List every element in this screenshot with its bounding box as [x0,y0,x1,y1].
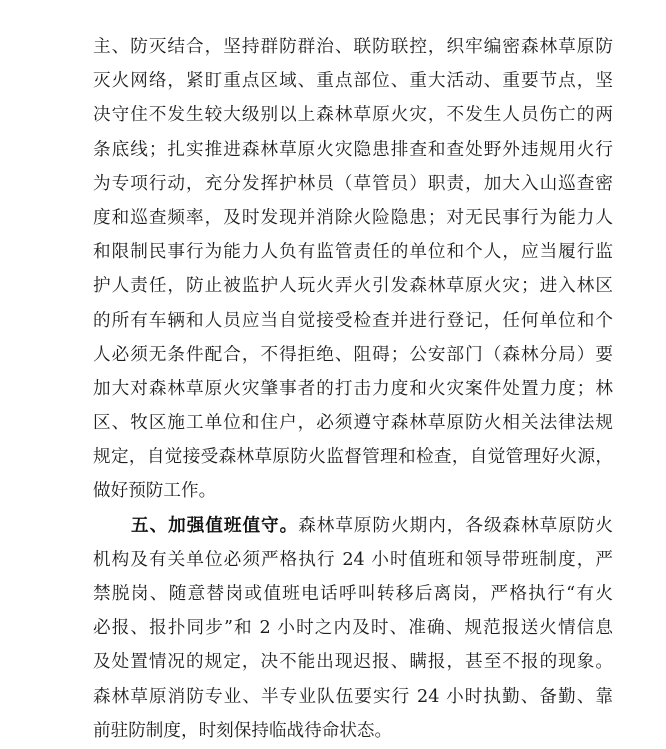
text-line: 护人责任，防止被监护人玩火弄火引发森林草原火灾；进入林区 [93,276,613,297]
text-line: 规定，自觉接受森林草原防火监督管理和检查，自觉管理好火源， [93,447,613,468]
text-line: 机构及有关单位必须严格执行 24 小时值班和领导带班制度，严 [93,549,613,570]
text-line: 前驻防制度，时刻保持临战待命状态。 [93,720,393,741]
text-line: 为专项行动，充分发挥护林员（草管员）职责，加大入山巡查密 [93,173,613,194]
section-5-first-line-text: 森林草原防火期内，各级森林草原防火 [298,515,613,536]
text-line: 主、防灭结合，坚持群防群治、联防联控，织牢编密森林草原防 [93,37,613,57]
section-5-first-line [93,509,613,543]
text-line: 灭火网络，紧盯重点区域、重点部位、重大活动、重要节点，坚 [93,71,613,92]
document-body [93,30,613,748]
text-line: 条底线；扎实推进森林草原火灾隐患排查和查处野外违规用火行 [93,139,613,160]
section-5-heading: 五、加强值班值守。 [131,515,299,536]
text-line: 森林草原消防专业、半专业队伍要实行 24 小时执勤、备勤、靠 [93,686,613,707]
text-line: 必报、报扑同步”和 2 小时之内及时、准确、规范报送火情信息 [93,618,613,639]
text-line: 决守住不发生较大级别以上森林草原火灾，不发生人员伤亡的两 [93,105,613,126]
text-line: 人必须无条件配合，不得拒绝、阻碍；公安部门（森林分局）要 [93,344,613,365]
text-line: 禁脱岗、随意替岗或值班电话呼叫转移后离岗，严格执行“有火 [93,584,613,604]
text-line: 的所有车辆和人员应当自觉接受检查并进行登记，任何单位和个 [93,310,613,331]
text-line: 做好预防工作。 [93,481,217,502]
text-line: 区、牧区施工单位和住户，必须遵守森林草原防火相关法律法规 [93,413,613,434]
text-line: 及处置情况的规定，决不能出现迟报、瞒报，甚至不报的现象。 [93,652,613,673]
text-line: 度和巡查频率，及时发现并消除火险隐患；对无民事行为能力人 [93,207,613,228]
text-line: 和限制民事行为能力人负有监管责任的单位和个人，应当履行监 [93,242,613,263]
text-line: 加大对森林草原火灾肇事者的打击力度和火灾案件处置力度；林 [93,378,613,399]
